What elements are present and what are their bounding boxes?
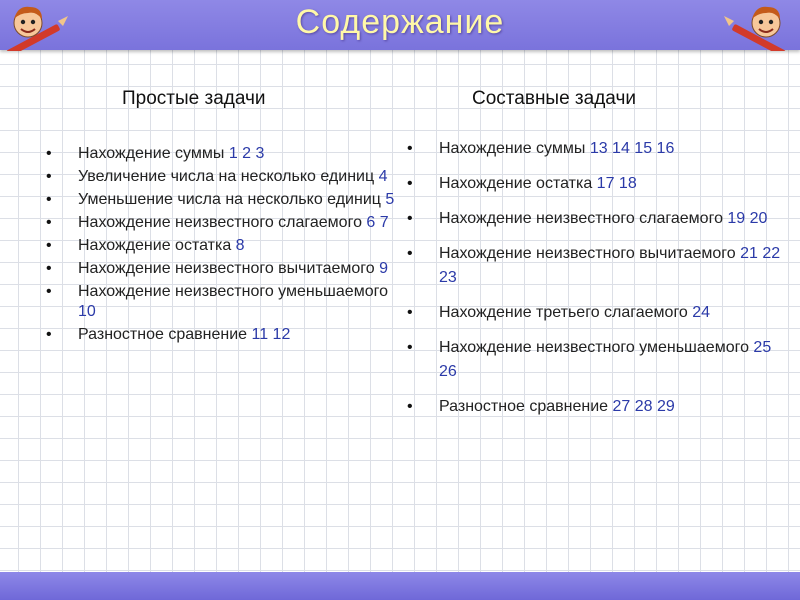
list-item[interactable] bbox=[407, 301, 787, 325]
list-item[interactable] bbox=[407, 336, 787, 384]
list-item[interactable] bbox=[407, 172, 787, 196]
list-item[interactable] bbox=[46, 282, 396, 322]
item-text: Нахождение суммы bbox=[439, 140, 590, 157]
page-numbers[interactable]: 8 bbox=[235, 237, 245, 254]
item-text: Нахождение неизвестного вычитаемого bbox=[78, 260, 380, 277]
page-numbers[interactable]: 19 20 bbox=[727, 210, 768, 227]
item-text: Нахождение неизвестного слагаемого bbox=[439, 210, 728, 227]
footer-band bbox=[0, 572, 800, 600]
page-numbers[interactable]: 25 26 bbox=[439, 339, 772, 380]
list-item[interactable] bbox=[407, 137, 787, 161]
list-item[interactable] bbox=[46, 259, 396, 279]
page-numbers[interactable]: 9 bbox=[379, 260, 389, 277]
list-item[interactable] bbox=[46, 213, 396, 233]
page-numbers[interactable]: 24 bbox=[692, 304, 711, 321]
page-numbers[interactable]: 6 7 bbox=[366, 214, 389, 231]
list-item[interactable] bbox=[407, 395, 787, 419]
item-text: Нахождение остатка bbox=[78, 237, 236, 254]
page-title: Содержание bbox=[295, 3, 505, 41]
item-text: Нахождение неизвестного уменьшаемого bbox=[439, 339, 754, 356]
list-item[interactable] bbox=[407, 207, 787, 231]
page-numbers[interactable]: 13 14 15 16 bbox=[589, 140, 675, 157]
compound-tasks-heading: Составные задачи bbox=[472, 88, 636, 109]
item-text: Нахождение третьего слагаемого bbox=[439, 304, 693, 321]
page-numbers[interactable]: 1 2 3 bbox=[228, 145, 265, 162]
item-text: Разностное сравнение bbox=[78, 326, 252, 343]
page-numbers[interactable]: 17 18 bbox=[596, 175, 637, 192]
item-text: Нахождение неизвестного вычитаемого bbox=[439, 245, 741, 262]
item-text: Уменьшение числа на несколько единиц bbox=[78, 191, 386, 208]
page-numbers[interactable]: 4 bbox=[378, 168, 388, 185]
item-text: Увеличение числа на несколько единиц bbox=[78, 168, 379, 185]
item-text: Разностное сравнение bbox=[439, 398, 613, 415]
list-item[interactable] bbox=[46, 144, 396, 164]
list-item[interactable] bbox=[46, 190, 396, 210]
page-numbers[interactable]: 27 28 29 bbox=[612, 398, 675, 415]
page-numbers[interactable]: 21 22 23 bbox=[439, 245, 781, 286]
list-item[interactable] bbox=[46, 167, 396, 187]
list-item[interactable] bbox=[46, 325, 396, 345]
simple-tasks-list bbox=[46, 144, 396, 348]
item-text: Нахождение неизвестного уменьшаемого bbox=[78, 283, 388, 300]
simple-tasks-heading: Простые задачи bbox=[122, 88, 266, 109]
page-numbers[interactable]: 11 12 bbox=[251, 326, 291, 343]
page-numbers[interactable]: 10 bbox=[78, 303, 96, 320]
compound-tasks-list bbox=[407, 137, 787, 430]
page-numbers[interactable]: 5 bbox=[385, 191, 395, 208]
list-item[interactable] bbox=[46, 236, 396, 256]
item-text: Нахождение остатка bbox=[439, 175, 597, 192]
item-text: Нахождение неизвестного слагаемого bbox=[78, 214, 367, 231]
item-text: Нахождение суммы bbox=[78, 145, 229, 162]
list-item[interactable] bbox=[407, 242, 787, 290]
